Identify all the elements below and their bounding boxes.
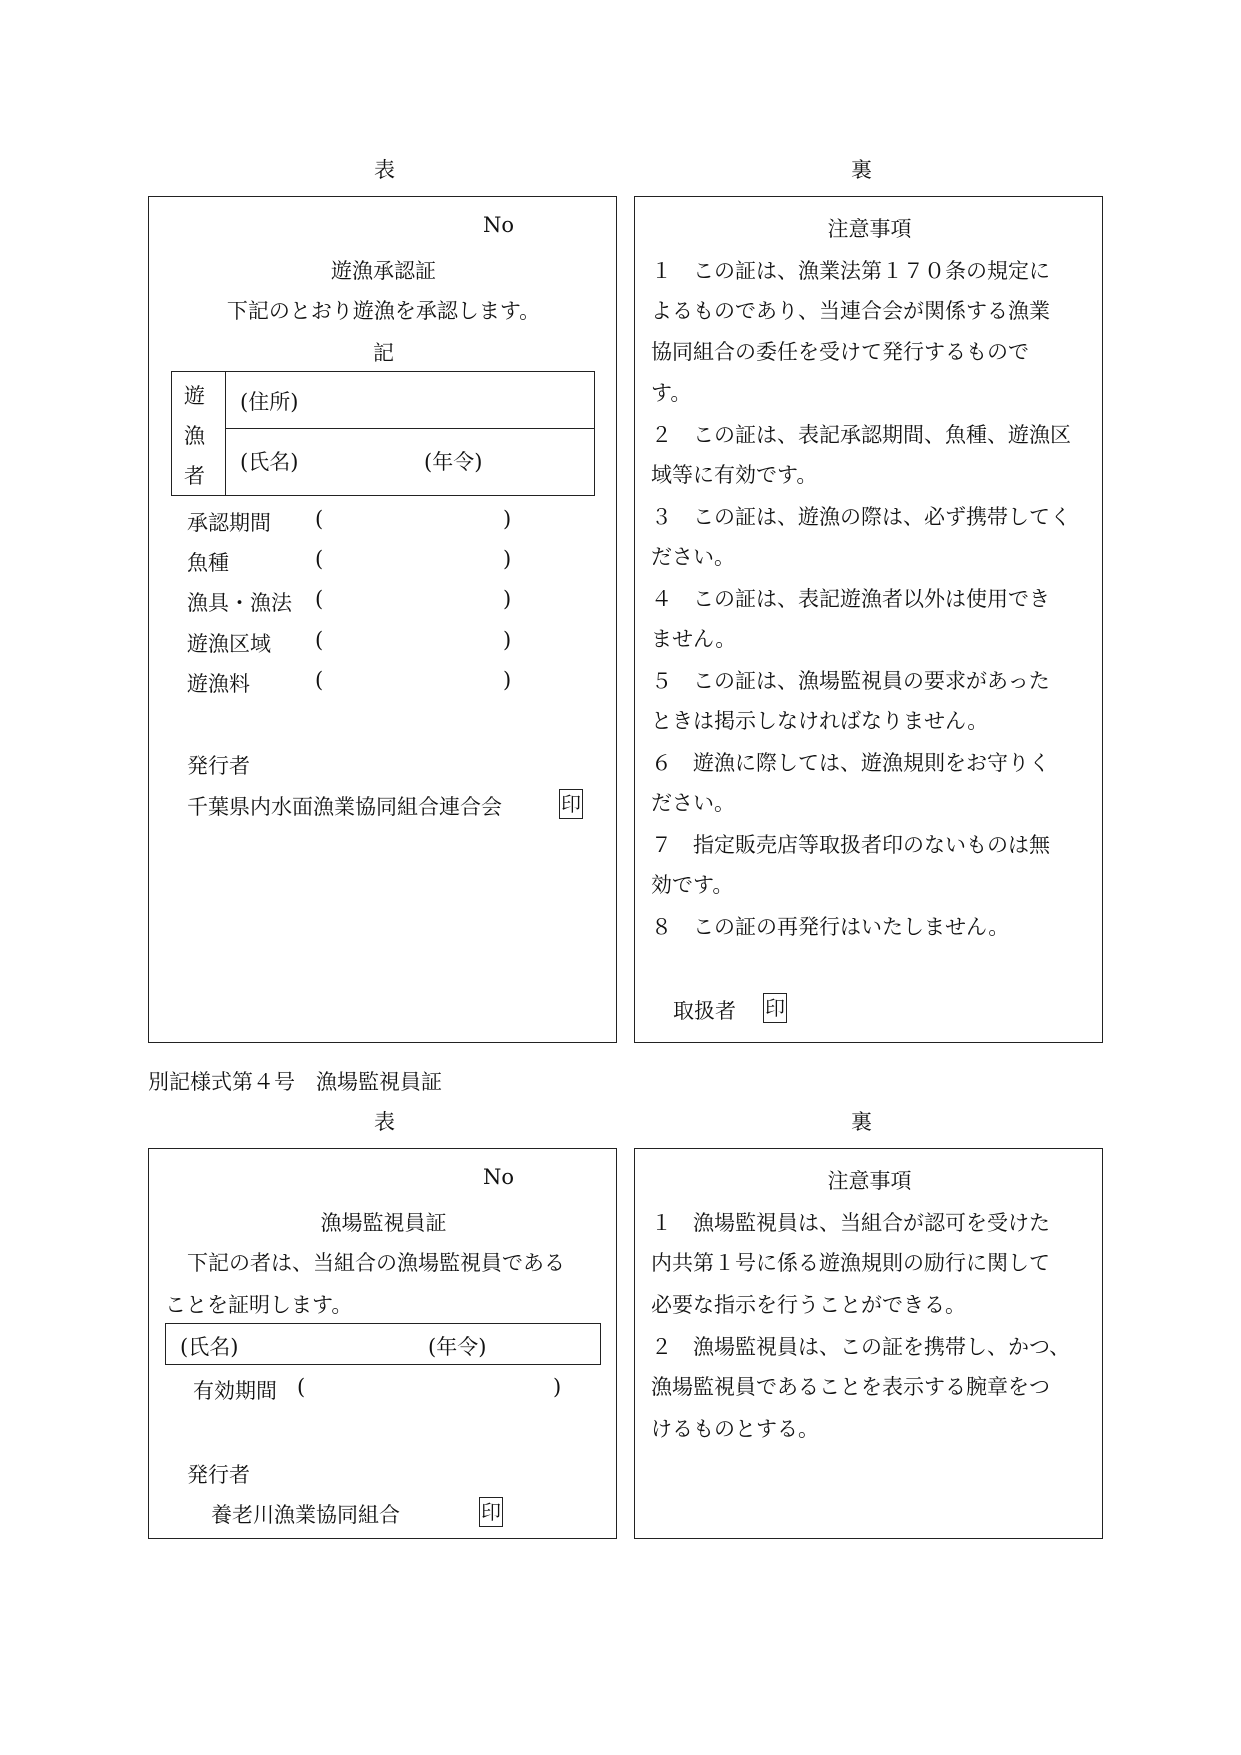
top-back-label: 裏 (851, 158, 872, 182)
age-label: (年令) (424, 450, 483, 474)
issuer-name: 養老川漁業協同組合 (211, 1503, 400, 1527)
validity-close-paren: ) (553, 1375, 562, 1399)
table-row-divider (226, 428, 594, 429)
note-line: ときは掲示しなければなりません。 (651, 709, 989, 733)
note-line: ４ この証は、表記遊漁者以外は使用でき (651, 587, 1050, 611)
bottom-back-label: 裏 (851, 1110, 872, 1134)
note-line: 漁場監視員であることを表示する腕章をつ (651, 1375, 1050, 1399)
note-line: 協同組合の委任を受けて発行するもので (651, 340, 1029, 364)
note-line: す。 (651, 381, 692, 405)
bottom-front-label: 表 (374, 1110, 395, 1134)
field-label: 遊漁料 (187, 672, 250, 696)
inspector-statement-line1: 下記の者は、当組合の漁場監視員である (187, 1251, 565, 1275)
name-label: (氏名) (240, 450, 299, 474)
field-open-paren: ( (315, 507, 324, 531)
age-label: (年令) (428, 1335, 487, 1359)
field-close-paren: ) (503, 507, 512, 531)
name-label: (氏名) (180, 1335, 239, 1359)
validity-open-paren: ( (297, 1375, 306, 1399)
inspector-title: 漁場監視員証 (320, 1211, 447, 1235)
field-close-paren: ) (503, 668, 512, 692)
field-label: 漁具・漁法 (187, 591, 292, 615)
note-line: １ この証は、漁業法第１７０条の規定に (651, 259, 1050, 283)
note-line: 効です。 (651, 873, 734, 897)
note-line: 域等に有効です。 (651, 463, 818, 487)
note-line: １ 漁場監視員は、当組合が認可を受けた (651, 1211, 1050, 1235)
note-line: 内共第１号に係る遊漁規則の励行に関して (651, 1251, 1050, 1275)
field-label: 承認期間 (187, 511, 271, 535)
note-line: ８ この証の再発行はいたしません。 (651, 915, 1010, 939)
issuer-name: 千葉県内水面漁業協同組合連合会 (187, 795, 502, 819)
note-line: ６ 遊漁に際しては、遊漁規則をお守りく (651, 751, 1050, 775)
seal-icon: 印 (763, 993, 787, 1023)
inspector-statement-line2: ことを証明します。 (165, 1293, 353, 1317)
field-close-paren: ) (503, 628, 512, 652)
field-close-paren: ) (503, 547, 512, 571)
ki-heading: 記 (373, 341, 394, 365)
note-line: けるものとする。 (651, 1417, 819, 1441)
field-close-paren: ) (503, 587, 512, 611)
seal-icon: 印 (559, 789, 583, 819)
inspector-name-box (165, 1323, 601, 1365)
seal-icon: 印 (479, 1497, 503, 1527)
handler-label: 取扱者 (673, 999, 736, 1023)
field-open-paren: ( (315, 668, 324, 692)
issuer-label: 発行者 (187, 754, 250, 778)
note-line: 必要な指示を行うことができる。 (651, 1293, 966, 1317)
permit-title: 遊漁承認証 (331, 259, 436, 283)
permit-number-label: No (483, 213, 515, 237)
inspector-id-back-card (634, 1148, 1103, 1539)
validity-label: 有効期間 (193, 1379, 277, 1403)
fishing-permit-front-card (148, 196, 617, 1043)
note-line: ２ 漁場監視員は、この証を携帯し、かつ、 (651, 1335, 1071, 1359)
field-label: 遊漁区域 (187, 632, 271, 656)
angler-label-char: 漁 (184, 424, 205, 448)
inspector-id-front-card (148, 1148, 617, 1539)
note-line: ださい。 (651, 545, 735, 569)
note-line: ません。 (651, 627, 737, 651)
section-heading: 別記様式第４号 漁場監視員証 (148, 1070, 442, 1094)
address-label: (住所) (240, 390, 299, 414)
top-front-label: 表 (374, 158, 395, 182)
field-label: 魚種 (187, 551, 229, 575)
angler-info-table (171, 371, 595, 496)
angler-label-char: 者 (184, 464, 205, 488)
field-open-paren: ( (315, 587, 324, 611)
field-open-paren: ( (315, 628, 324, 652)
note-line: よるものであり、当連合会が関係する漁業 (651, 299, 1050, 323)
field-open-paren: ( (315, 547, 324, 571)
issuer-label: 発行者 (187, 1463, 250, 1487)
note-line: ２ この証は、表記承認期間、魚種、遊漁区 (651, 423, 1071, 447)
notes-title: 注意事項 (827, 1169, 912, 1193)
angler-label-char: 遊 (184, 384, 205, 408)
note-line: ５ この証は、漁場監視員の要求があった (651, 669, 1050, 693)
note-line: ７ 指定販売店等取扱者印のないものは無 (651, 833, 1050, 857)
fishing-permit-back-card (634, 196, 1103, 1043)
note-line: ３ この証は、遊漁の際は、必ず携帯してく (651, 505, 1071, 529)
inspector-number-label: No (483, 1165, 515, 1189)
note-line: ださい。 (651, 791, 735, 815)
angler-label-cell (172, 372, 226, 495)
notes-title: 注意事項 (827, 217, 912, 241)
permit-statement: 下記のとおり遊漁を承認します。 (226, 299, 541, 323)
